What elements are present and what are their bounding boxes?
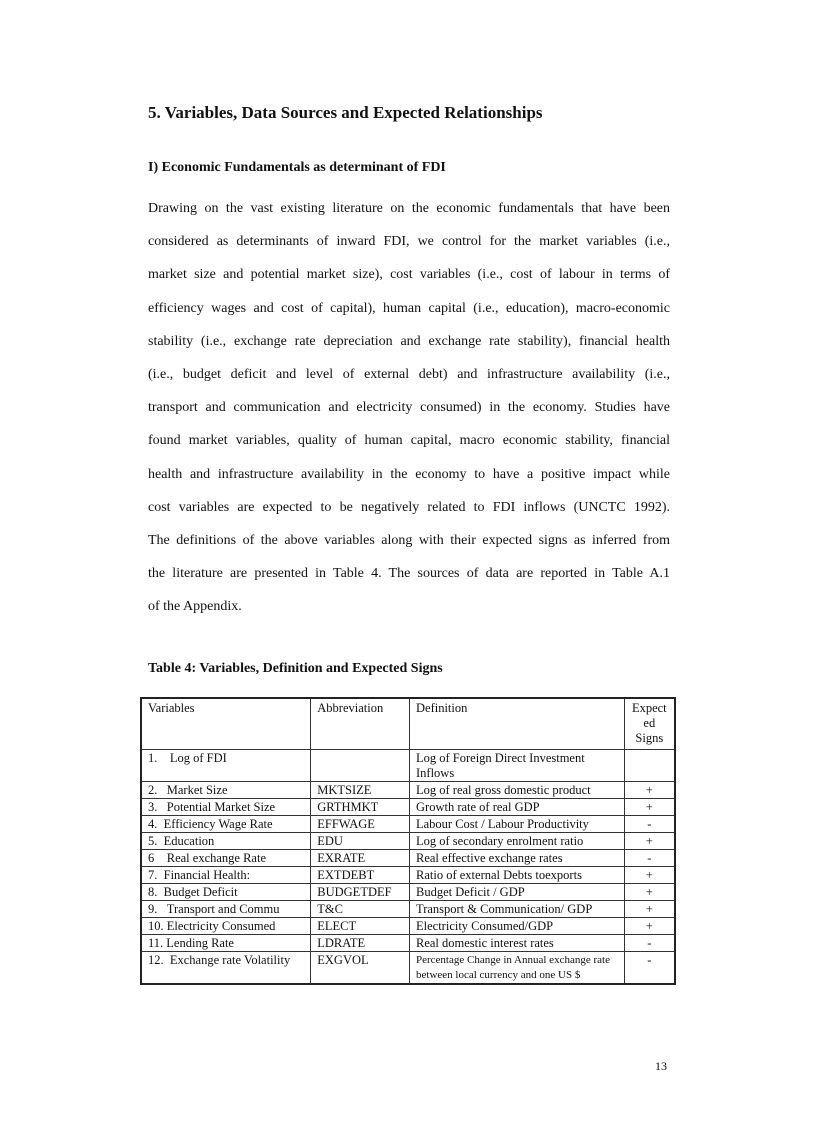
cell-expected-sign: + <box>624 884 675 901</box>
page-number: 13 <box>655 1059 667 1073</box>
header-sign-line: Signs <box>635 731 664 745</box>
paragraph-line: health and infrastructure availability in the economy to have a positive impact while <box>148 466 670 482</box>
cell-expected-sign: - <box>624 952 675 985</box>
cell-expected-sign <box>624 750 675 782</box>
cell-abbreviation: ELECT <box>311 918 410 935</box>
table-row <box>141 935 675 952</box>
table-row <box>141 816 675 833</box>
table-row <box>141 867 675 884</box>
cell-definition: Labour Cost / Labour Productivity <box>410 816 625 833</box>
cell-expected-sign: - <box>624 816 675 833</box>
cell-definition: Real effective exchange rates <box>410 850 625 867</box>
cell-expected-sign: - <box>624 850 675 867</box>
cell-definition: Percentage Change in Annual exchange rate between local currency and one US $ <box>410 952 625 985</box>
header-variables: Variables <box>141 698 311 750</box>
cell-abbreviation: EXRATE <box>311 850 410 867</box>
table-row <box>141 750 675 782</box>
paragraph-line: of the Appendix. <box>148 599 242 615</box>
table-caption: Table 4: Variables, Definition and Expected Signs <box>148 661 443 676</box>
paragraph-line: efficiency wages and cost of capital), human capital (i.e., education), macro-economic <box>148 300 670 316</box>
table-row <box>141 850 675 867</box>
cell-expected-sign: + <box>624 782 675 799</box>
paragraph-line: stability (i.e., exchange rate depreciation and exchange rate stability), financial health <box>148 333 670 349</box>
cell-variable: 10. Electricity Consumed <box>141 918 311 935</box>
cell-variable: 9. Transport and Commu <box>141 901 311 918</box>
cell-variable: 11. Lending Rate <box>141 935 311 952</box>
cell-definition: Ratio of external Debts toexports <box>410 867 625 884</box>
cell-definition: Growth rate of real GDP <box>410 799 625 816</box>
table-row <box>141 884 675 901</box>
cell-variable: 3. Potential Market Size <box>141 799 311 816</box>
cell-definition: Transport & Communication/ GDP <box>410 901 625 918</box>
paragraph-line: market size and potential market size), cost variables (i.e., cost of labour in terms of <box>148 267 670 283</box>
cell-expected-sign: + <box>624 833 675 850</box>
paragraph-line: (i.e., budget deficit and level of external debt) and infrastructure availability (i.e., <box>148 366 670 382</box>
cell-variable: 2. Market Size <box>141 782 311 799</box>
table-row <box>141 952 675 985</box>
cell-variable: 4. Efficiency Wage Rate <box>141 816 311 833</box>
cell-definition: Real domestic interest rates <box>410 935 625 952</box>
table-row <box>141 782 675 799</box>
header-abbreviation: Abbreviation <box>311 698 410 750</box>
paragraph-line: the literature are presented in Table 4. The sources of data are reported in Table A.1 <box>148 566 670 582</box>
cell-variable: 5. Education <box>141 833 311 850</box>
paragraph-line: Drawing on the vast existing literature on the economic fundamentals that have been <box>148 201 670 216</box>
cell-expected-sign: - <box>624 935 675 952</box>
variables-table <box>140 697 676 985</box>
cell-abbreviation: GRTHMKT <box>311 799 410 816</box>
cell-definition: Log of real gross domestic product <box>410 782 625 799</box>
cell-abbreviation: EFFWAGE <box>311 816 410 833</box>
cell-variable: 6 Real exchange Rate <box>141 850 311 867</box>
cell-variable: 8. Budget Deficit <box>141 884 311 901</box>
cell-abbreviation: BUDGETDEF <box>311 884 410 901</box>
header-sign-line: Expect <box>631 701 667 715</box>
header-definition: Definition <box>410 698 625 750</box>
section-title: 5. Variables, Data Sources and Expected Relationships <box>148 103 543 122</box>
cell-expected-sign: + <box>624 867 675 884</box>
table-row <box>141 901 675 918</box>
table-body <box>141 750 675 985</box>
cell-variable: 7. Financial Health: <box>141 867 311 884</box>
cell-expected-sign: + <box>624 799 675 816</box>
cell-definition: Log of secondary enrolment ratio <box>410 833 625 850</box>
header-sign-line: ed <box>643 716 656 730</box>
cell-definition: Log of Foreign Direct Investment Inflows <box>410 750 625 782</box>
paragraph-line: found market variables, quality of human capital, macro economic stability, financial <box>148 433 670 449</box>
cell-abbreviation: LDRATE <box>311 935 410 952</box>
cell-abbreviation: EXGVOL <box>311 952 410 985</box>
cell-definition: Budget Deficit / GDP <box>410 884 625 901</box>
body-paragraph <box>148 192 670 623</box>
cell-expected-sign: + <box>624 918 675 935</box>
table-row <box>141 799 675 816</box>
paragraph-line: The definitions of the above variables along with their expected signs as inferred from <box>148 532 670 548</box>
table-row <box>141 918 675 935</box>
cell-variable: 1. Log of FDI <box>141 750 311 782</box>
cell-abbreviation: EDU <box>311 833 410 850</box>
paragraph-line: considered as determinants of inward FDI, we control for the market variables (i.e., <box>148 234 670 250</box>
paragraph-line: transport and communication and electricity consumed) in the economy. Studies have <box>148 400 670 416</box>
cell-abbreviation: EXTDEBT <box>311 867 410 884</box>
header-expected-signs <box>624 698 675 750</box>
cell-variable: 12. Exchange rate Volatility <box>141 952 311 985</box>
subsection-title: I) Economic Fundamentals as determinant of FDI <box>148 160 446 175</box>
cell-abbreviation: MKTSIZE <box>311 782 410 799</box>
paragraph-line: cost variables are expected to be negatively related to FDI inflows (UNCTC 1992). <box>148 499 670 515</box>
cell-abbreviation <box>311 750 410 782</box>
table-row <box>141 833 675 850</box>
table-header-row <box>141 698 675 750</box>
cell-definition: Electricity Consumed/GDP <box>410 918 625 935</box>
cell-abbreviation: T&C <box>311 901 410 918</box>
cell-expected-sign: + <box>624 901 675 918</box>
